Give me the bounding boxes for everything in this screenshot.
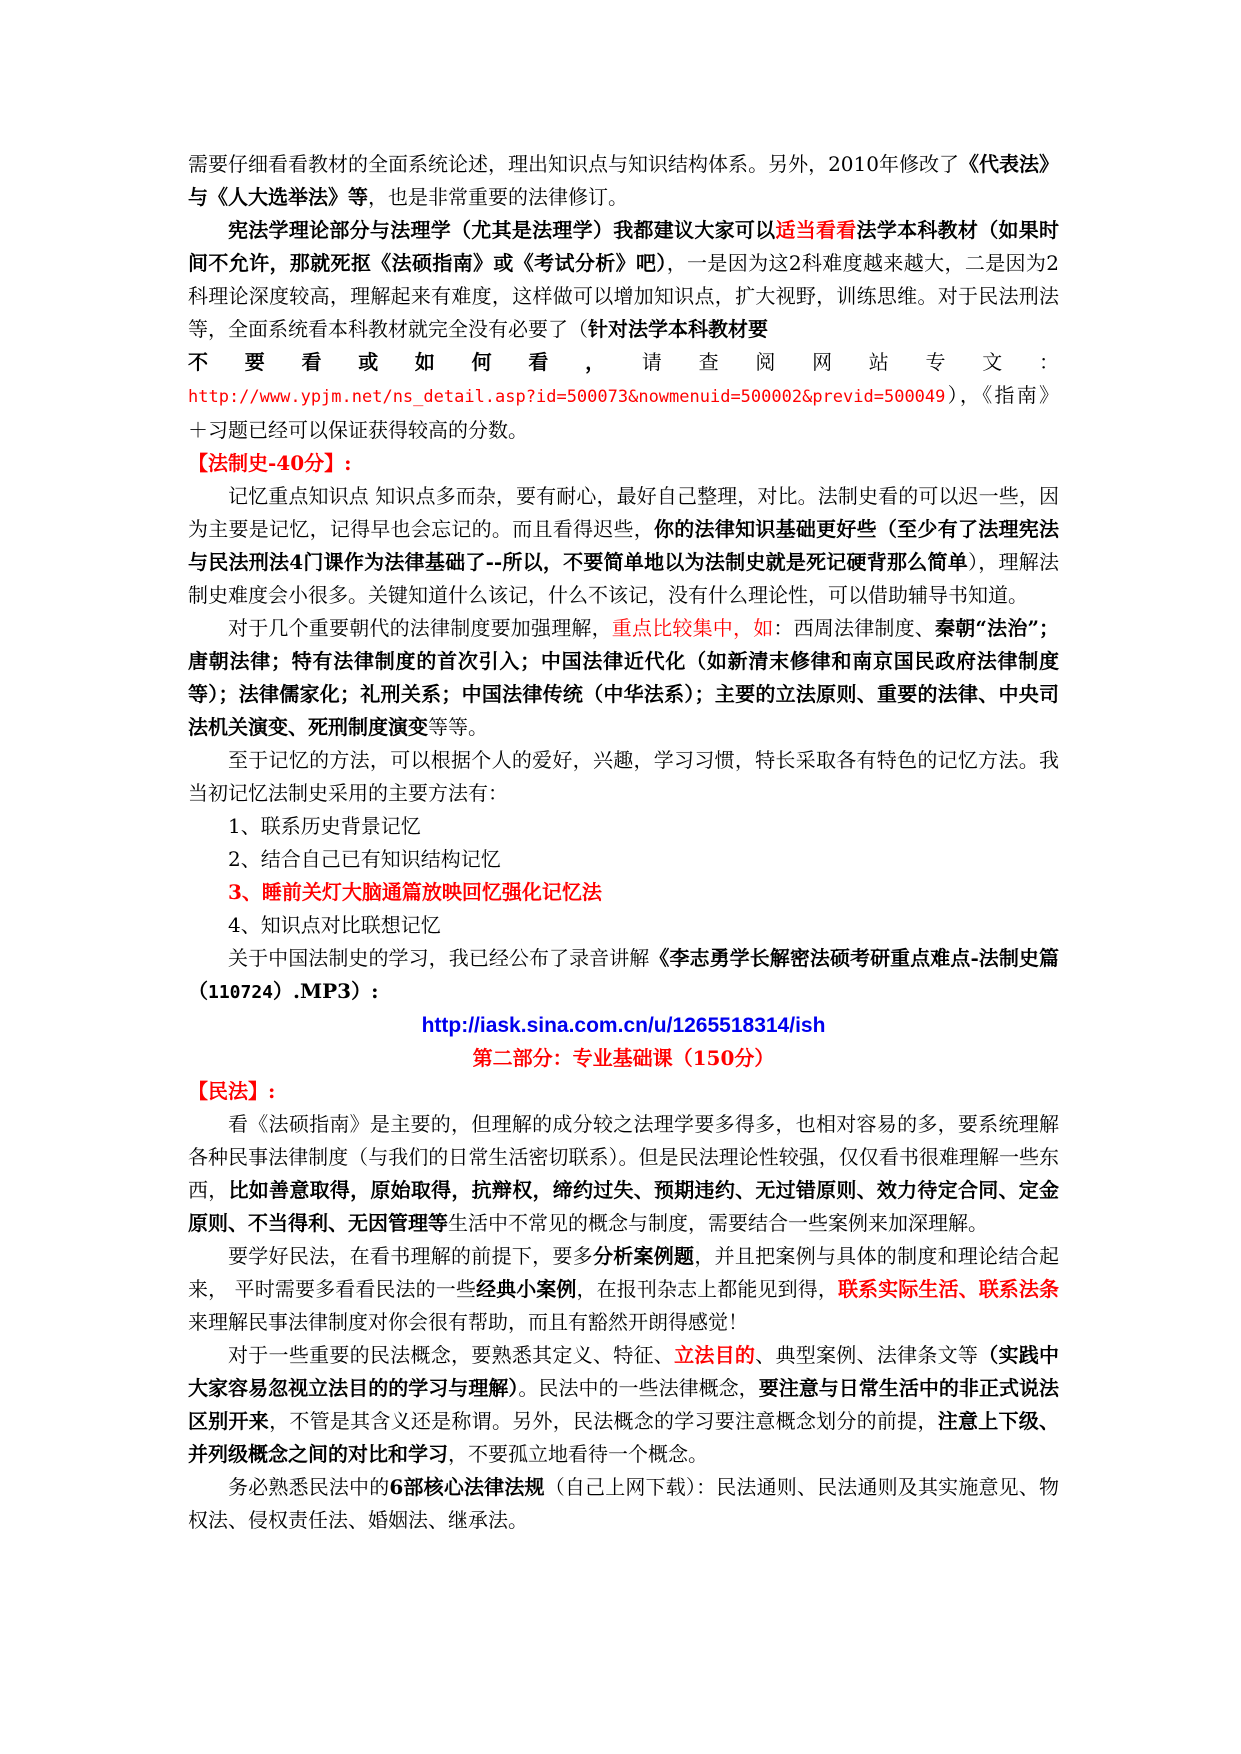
paragraph-audio-lecture: 关于中国法制史的学习，我已经公布了录音讲解《李志勇学长解密法硕考研重点难点-法制史篇（110724）.MP3）: — [188, 946, 1060, 1003]
section-heading-civil-law: 【民法】: — [188, 1079, 276, 1103]
method-item: 3、睡前关灯大脑通篇放映回忆强化记忆法 — [228, 880, 602, 904]
paragraph-civil-law-concepts: 对于一些重要的民法概念，要熟悉其定义、特征、立法目的、典型案例、法律条文等（实践中大家容易忽视立法目的的学习与理解）。民法中的一些法律概念，要注意与日常生活中的非正式说法区别开来，不管是其含义还是称谓。另外，民法概念的学习要注意概念划分的前提，注意上下级、并列级概念之间的对比和学习，不要孤立地看待一个概念。 — [188, 1343, 1060, 1466]
paragraph-dynasties: 对于几个重要朝代的法律制度要加强理解，重点比较集中，如：西周法律制度、秦朝“法治”；唐朝法律；特有法律制度的首次引入；中国法律近代化（如新清末修律和南京国民政府法律制度等）；法律儒家化；礼刑关系；中国法律传统（中华法系）；主要的立法原则、重要的法律、中央司法机关演变、死刑制度演变等等。 — [188, 616, 1060, 739]
section-heading-legal-history: 【法制史-40分】: — [188, 451, 352, 475]
paragraph-constitution-revision: 需要仔细看看教材的全面系统论述，理出知识点与知识结构体系。另外，2010年修改了《代表法》与《人大选举法》等，也是非常重要的法律修订。 — [188, 152, 1059, 209]
paragraph-case-analysis: 要学好民法，在看书理解的前提下，要多分析案例题，并且把案例与具体的制度和理论结合起来， 平时需要多看看民法的一些经典小案例，在报刊杂志上都能见到得，联系实际生活、联系法条来理解民事法律制度对你会很有帮助，而且有豁然开朗得感觉！ — [188, 1244, 1060, 1334]
paragraph-memorize-key-points: 记忆重点知识点 知识点多而杂，要有耐心，最好自己整理，对比。法制史看的可以迟一些，因为主要是记忆，记得早也会忘记的。而且看得迟些，你的法律知识基础更好些（至少有了法理宪法与民法刑法4门课作为法律基础了--所以，不要简单地以为法制史就是死记硬背那么简单），理解法制史难度会小很多。关键知道什么该记，什么不该记，没有什么理论性，可以借助辅导书知道。 — [188, 484, 1060, 607]
method-item: 4、知识点对比联想记忆 — [228, 913, 441, 937]
paragraph-textbook-advice-link: http://www.ypjm.net/ns_detail.asp?id=500073&nowmenuid=500002&previd=500049），《指南》＋习题已经可以保证获得较高的分数。 — [188, 383, 1059, 442]
paragraph-core-statutes: 务必熟悉民法中的6部核心法律法规（自己上网下载）：民法通则、民法通则及其实施意见、物权法、侵权责任法、婚姻法、继承法。 — [188, 1475, 1060, 1532]
paragraph-textbook-advice: 宪法学理论部分与法理学（尤其是法理学）我都建议大家可以适当看看法学本科教材（如果时间不允许，那就死抠《法硕指南》或《考试分析》吧），一是因为这2科难度越来越大，二是因为2科理论深度较高，理解起来有难度，这样做可以增加知识点，扩大视野，训练思维。对于民法刑法等，全面系统看本科教材就完全没有必要了（针对法学本科教材要 — [188, 218, 1060, 341]
paragraph-memory-methods: 至于记忆的方法，可以根据个人的爱好，兴趣，学习习惯，特长采取各有特色的记忆方法。我当初记忆法制史采用的主要方法有： — [188, 748, 1059, 805]
method-item: 1、联系历史背景记忆 — [228, 814, 421, 838]
part-two-title: 第二部分：专业基础课（150分） — [472, 1046, 775, 1070]
method-item: 2、结合自己已有知识结构记忆 — [228, 847, 501, 871]
ypjm-link[interactable]: http://www.ypjm.net/ns_detail.asp?id=500073&nowmenuid=500002&previd=500049 — [188, 387, 946, 407]
iask-link[interactable]: http://iask.sina.com.cn/u/1265518314/ish — [421, 1014, 826, 1037]
paragraph-civil-law-guide: 看《法硕指南》是主要的，但理解的成分较之法理学要多得多，也相对容易的多，要系统理解各种民事法律制度（与我们的日常生活密切联系）。但是民法理论性较强，仅仅看书很难理解一些东西，比如善意取得，原始取得，抗辩权，缔约过失、预期违约、无过错原则、效力待定合同、定金原则、不当得利、无因管理等生活中不常见的概念与制度，需要结合一些案例来加深理解。 — [188, 1112, 1060, 1235]
iask-link-line — [188, 1009, 1059, 1042]
paragraph-textbook-advice-spread: 不要看或如何看，请查阅网站专文： — [188, 350, 1060, 374]
